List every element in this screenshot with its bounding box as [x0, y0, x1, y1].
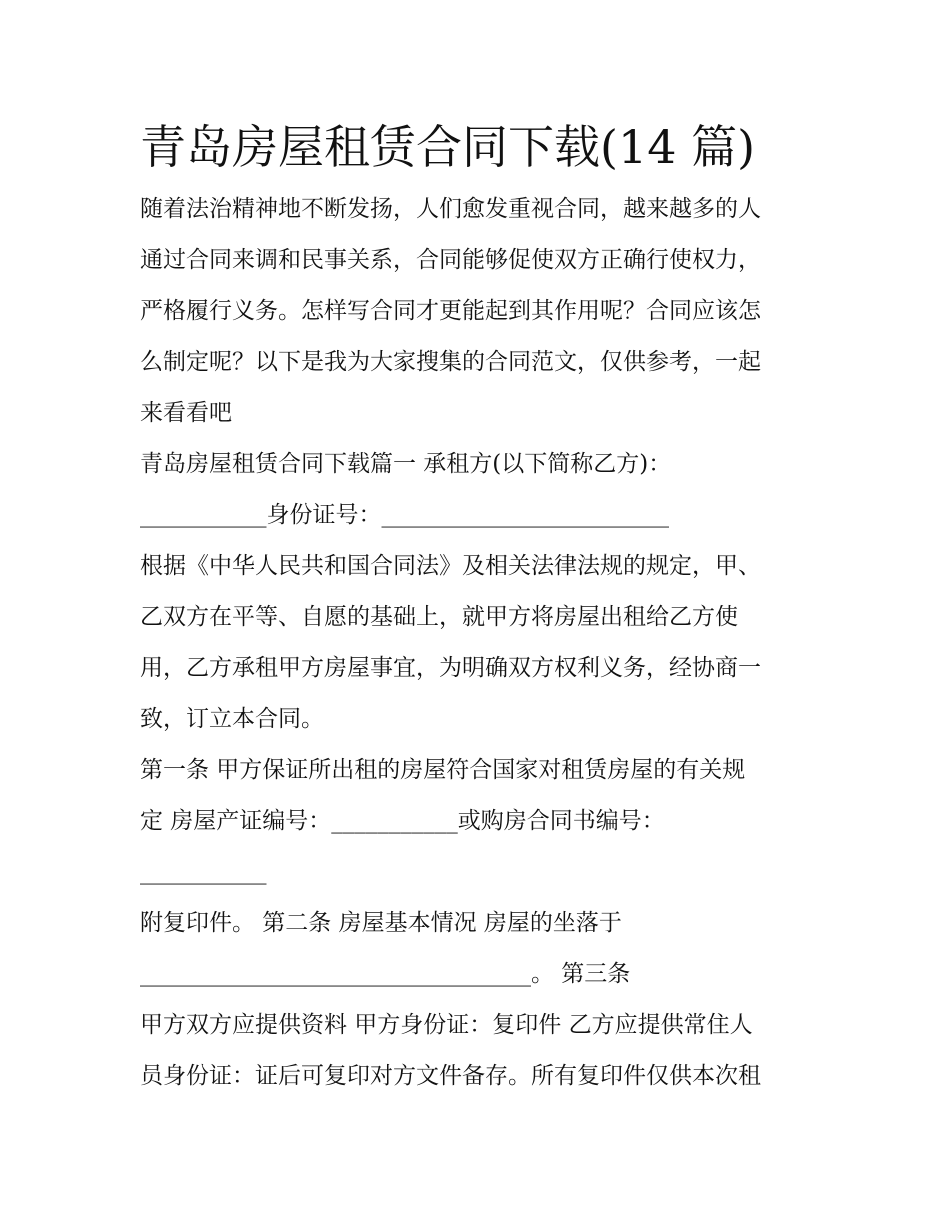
paragraph-line: 青岛房屋租赁合同下载篇一 承租方(以下简称乙方)： [140, 451, 672, 477]
paragraph-line: 严格履行义务。怎样写合同才更能起到其作用呢？合同应该怎 [140, 298, 761, 324]
paragraph-line: ___________身份证号：_________________________ [140, 502, 669, 528]
paragraph-line: 甲方双方应提供资料 甲方身份证：复印件 乙方应提供常住人 [140, 1012, 753, 1038]
paragraph-line: ___________ [140, 859, 267, 885]
paragraph-line: 来看看吧 [140, 400, 232, 426]
paragraph-line: 用，乙方承租甲方房屋事宜，为明确双方权利义务，经协商一 [140, 655, 761, 681]
paragraph-line: 随着法治精神地不断发扬，人们愈发重视合同，越来越多的人 [140, 196, 761, 222]
paragraph-line: 第一条 甲方保证所出租的房屋符合国家对租赁房屋的有关规 [140, 757, 746, 783]
paragraph-line: 员身份证：证后可复印对方文件备存。所有复印件仅供本次租 [140, 1063, 761, 1089]
paragraph-line: 附复印件。 第二条 房屋基本情况 房屋的坐落于 [140, 910, 622, 936]
paragraph-line: 乙双方在平等、自愿的基础上，就甲方将房屋出租给乙方使 [140, 604, 738, 630]
document-page [140, 112, 830, 1102]
paragraph-line: 根据《中华人民共和国合同法》及相关法律法规的规定，甲、 [140, 553, 761, 579]
paragraph-line: 通过合同来调和民事关系，合同能够促使双方正确行使权力， [140, 247, 761, 273]
paragraph-line: __________________________________。 第三条 [140, 961, 631, 987]
paragraph-line: 致，订立本合同。 [140, 706, 324, 732]
paragraph-line: 么制定呢？以下是我为大家搜集的合同范文，仅供参考，一起 [140, 349, 761, 375]
paragraph-line: 定 房屋产证编号：___________或购房合同书编号： [140, 808, 665, 834]
document-title: 青岛房屋租赁合同下载(14 篇) [140, 120, 756, 174]
